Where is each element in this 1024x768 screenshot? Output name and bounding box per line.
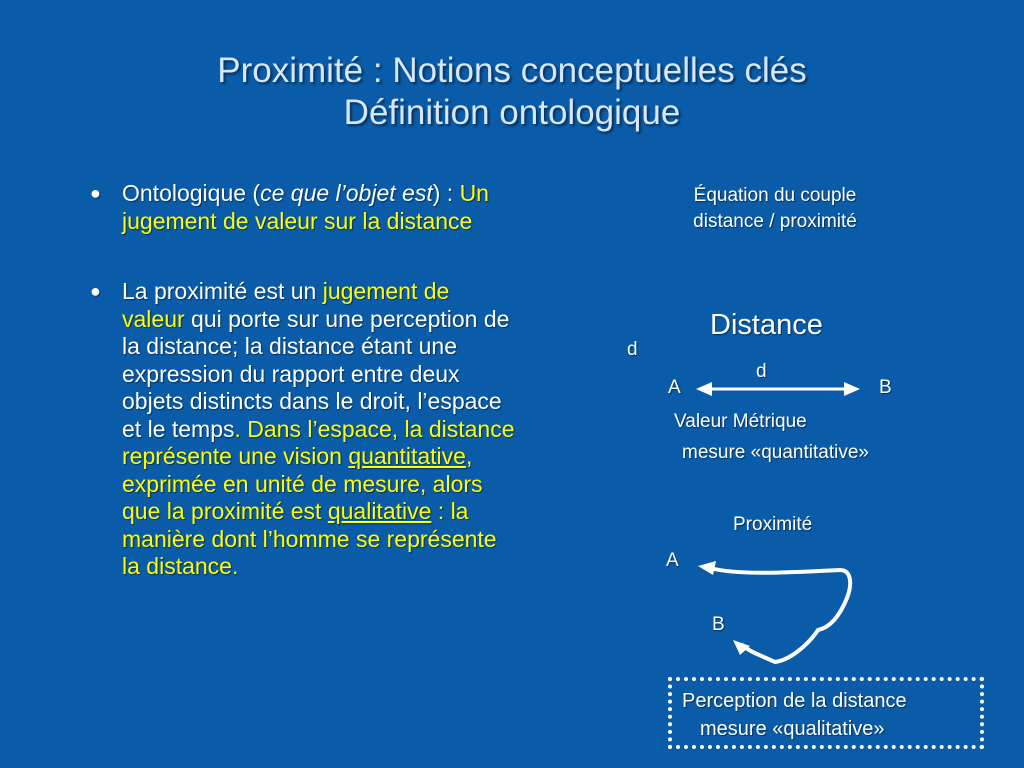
perception-line-1: Perception de la distance [682,690,907,712]
point-b-label: B [879,377,892,398]
distance-double-arrow [696,382,860,396]
bullet2-underline-qualitative: qualitative [327,498,432,524]
title-line-2: Définition ontologique [343,93,681,132]
bullet2-underline-quantitative: quantitative [348,443,466,469]
perception-line-2: mesure «qualitative» [700,718,885,740]
bullet-dot-icon: ● [90,281,101,301]
bullet1-text: Ontologique ( [122,180,261,206]
bullet2-highlight-3: , exprimée en unité de mesure, alors que la proximité est [122,443,483,524]
d-arrow-label: d [756,361,767,382]
prox-a-label: A [666,550,679,571]
prox-b-label: B [712,614,725,635]
bullet2-text-1: La proximité est un [122,278,323,304]
equation-line-1: Équation du couple [693,185,857,206]
metric-line-2: mesure «quantitative» [682,442,869,463]
bullet2-highlight-1: jugement de valeur [122,278,450,332]
proximity-curve-arrow [698,561,850,662]
bullet1-italic: ce que l’objet est [260,180,433,206]
proximity-heading: Proximité [733,514,813,535]
bullet1-colon: ) : [432,180,460,206]
bullet-dot-icon: ● [90,183,101,203]
point-a-label: A [668,377,681,398]
metric-line-1: Valeur Métrique [674,411,807,432]
title-line-1: Proximité : Notions conceptuelles clés [217,51,807,90]
equation-line-2: distance / proximité [693,211,857,232]
d-left-label: d [627,339,638,360]
bullet2-highlight-4: : la manière dont l’homme se représente la distance. [122,498,497,579]
bullet1-highlight: Un jugement de valeur sur la distance [122,180,489,234]
distance-heading: Distance [710,309,823,341]
perception-box [668,677,984,749]
bullet2-text-2: qui porte sur une perception de la distance; la distance étant une expression du rapport entre deux objets distincts dans le droit, l’espace et le temps [122,305,510,442]
bullet2-highlight-2: . Dans l’espace, la distance représente une vision [122,415,515,469]
